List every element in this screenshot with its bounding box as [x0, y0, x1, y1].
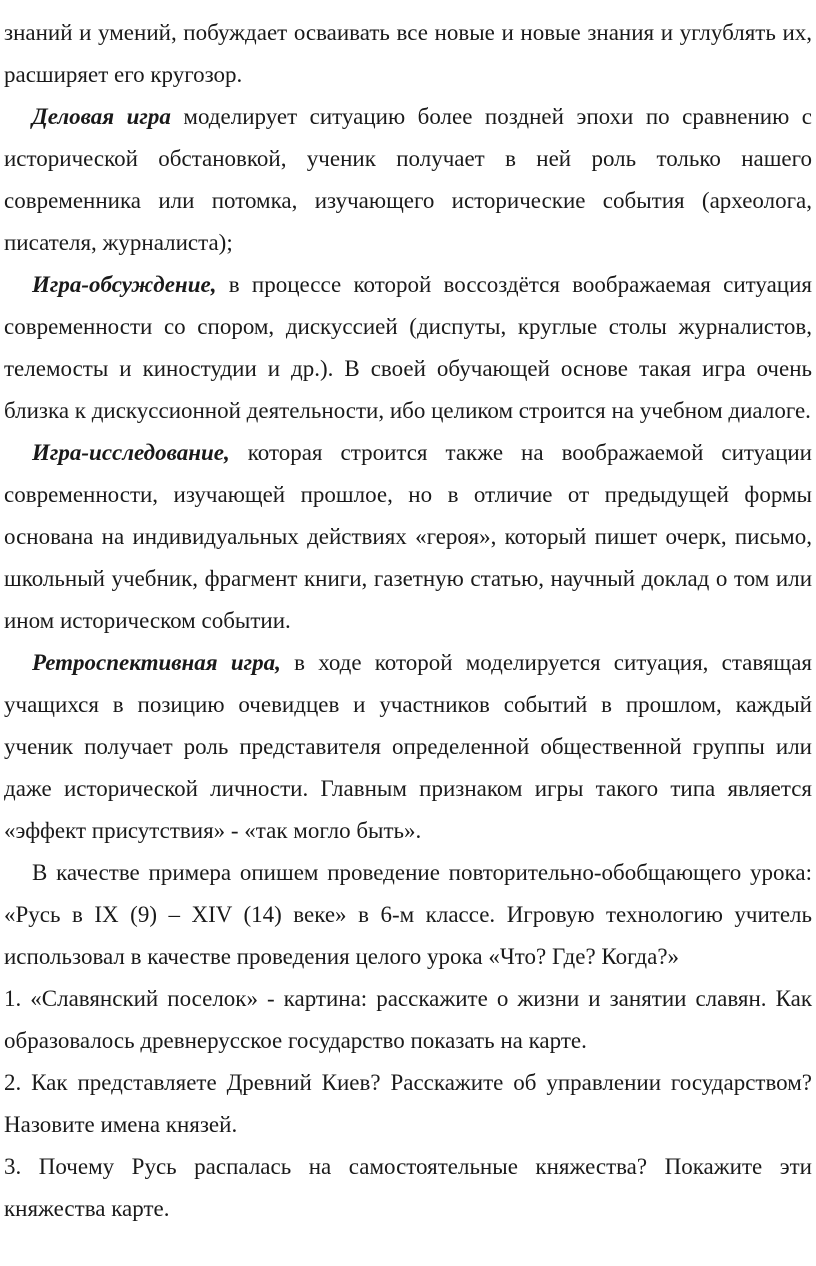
paragraph-text: 2. Как представляете Древний Киев? Расскажите об управлении государством? Назовите имена князей.: [4, 1070, 812, 1137]
paragraph-text: знаний и умений, побуждает осваивать все новые и новые знания и углублять их, расширяет его кругозор.: [4, 20, 812, 87]
paragraph-example-lesson: [4, 852, 812, 978]
term-discussion-game: Игра-обсуждение,: [32, 272, 217, 297]
paragraph-text: в ходе которой моделируется ситуация, ставящая учащихся в позицию очевидцев и участников событий в прошлом, каждый ученик получает роль представителя определенной общественной группы или даже исторической личности. Главным признаком игры такого типа является «эффект присутствия» - «так могло быть».: [4, 650, 812, 843]
paragraph-research-game: [4, 432, 812, 642]
paragraph-retrospective-game: [4, 642, 812, 852]
term-business-game: Деловая игра: [32, 104, 171, 129]
list-item-2: [4, 1062, 812, 1146]
paragraph-text: В качестве примера опишем проведение повторительно-обобщающего урока: «Русь в IX (9) – XIV (14) веке» в 6-м классе. Игровую технологию учитель использовал в качестве проведения целого урока «Что? Где? Когда?»: [4, 860, 812, 969]
paragraph-text: которая строится также на воображаемой ситуации современности, изучающей прошлое, но в отличие от предыдущей формы основана на индивидуальных действиях «героя», который пишет очерк, письмо, школьный учебник, фрагмент книги, газетную статью, научный доклад о том или ином историческом событии.: [4, 440, 812, 633]
list-item-1: [4, 978, 812, 1062]
paragraph-text: 1. «Славянский поселок» - картина: расскажите о жизни и занятии славян. Как образовалось древнерусское государство показать на карте.: [4, 986, 812, 1053]
term-retrospective-game: Ретроспективная игра,: [32, 650, 281, 675]
paragraph-discussion-game: [4, 264, 812, 432]
paragraph-text: 3. Почему Русь распалась на самостоятельные княжества? Покажите эти княжества карте.: [4, 1154, 812, 1221]
list-item-3: [4, 1146, 812, 1230]
paragraph-business-game: [4, 96, 812, 264]
paragraph-intro-continuation: [4, 12, 812, 96]
paragraph-text: в процессе которой воссоздётся воображаемая ситуация современности со спором, дискуссией (диспуты, круглые столы журналистов, телемосты и киностудии и др.). В своей обучающей основе такая игра очень близка к дискуссионной деятельности, ибо целиком строится на учебном диалоге.: [4, 272, 812, 423]
paragraph-text: моделирует ситуацию более поздней эпохи по сравнению с исторической обстановкой, ученик получает в ней роль только нашего современника или потомка, изучающего исторические события (археолога, писателя, журналиста);: [4, 104, 812, 255]
term-research-game: Игра-исследование,: [32, 440, 230, 465]
